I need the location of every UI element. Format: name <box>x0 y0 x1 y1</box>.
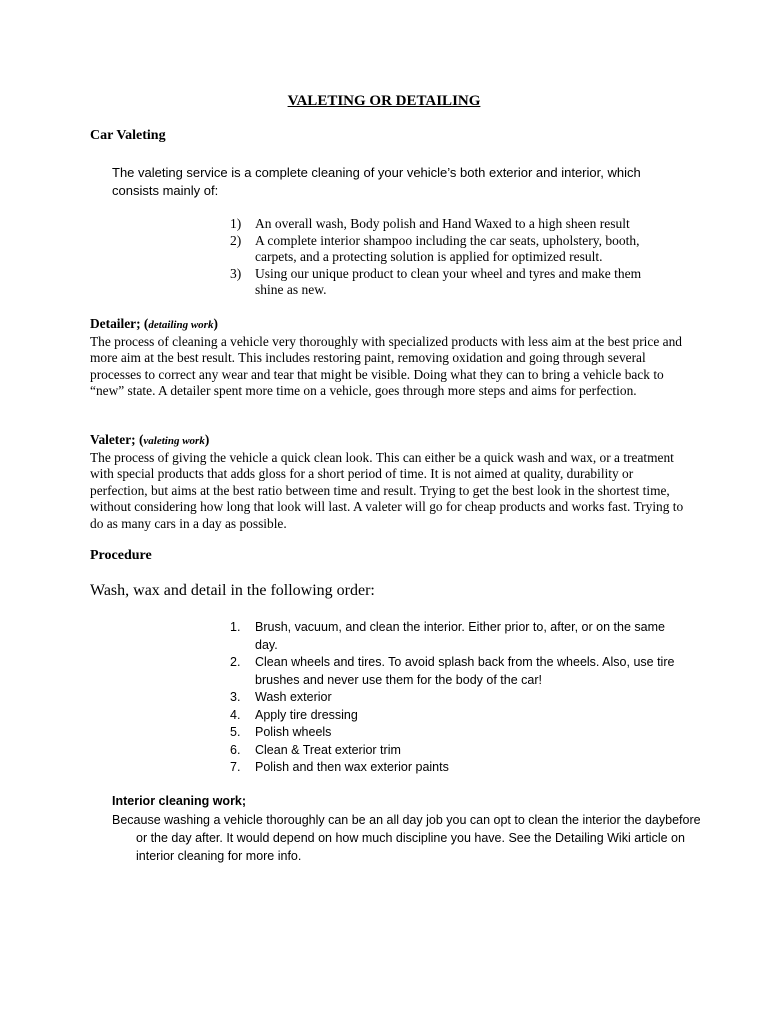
list-item-number: 1. <box>230 620 241 634</box>
valeter-section <box>90 432 690 532</box>
interior-cleaning-heading: Interior cleaning work; <box>112 794 247 808</box>
list-item-text: An overall wash, Body polish and Hand Waxed to a high sheen result <box>255 216 630 231</box>
detailer-heading-close: ) <box>213 316 218 331</box>
detailer-heading <box>90 316 690 334</box>
list-item <box>230 707 690 725</box>
detailer-heading-text: Detailer; ( <box>90 316 149 331</box>
list-item <box>230 233 660 266</box>
list-item-number: 2. <box>230 655 241 669</box>
list-item <box>230 759 690 777</box>
valeter-heading-italic: valeting work <box>143 435 205 447</box>
list-item-text: Using our unique product to clean your wheel and tyres and make them shine as new. <box>255 265 642 297</box>
interior-cleaning-body: Because washing a vehicle thoroughly can be an all day job you can opt to clean the interior the daybefore or the day after. It would depend on how much discipline you have. See the Detailing Wiki article on interior cleaning for more info. <box>112 813 701 863</box>
list-item <box>230 216 660 233</box>
car-valeting-intro: The valeting service is a complete cleaning of your vehicle’s both exterior and interior, which consists mainly of: <box>112 165 641 198</box>
detailer-body: The process of cleaning a vehicle very thoroughly with specialized products with less aim at the best price and more aim at the best result. This includes restoring paint, removing oxidation and going through several processes to correct any wear and tear that might be visible. Doing what they can to bring a vehicle back to “new” state. A detailer spent more time on a vehicle, goes through more steps and aims for perfection. <box>90 333 682 398</box>
list-item <box>230 266 660 299</box>
list-item-text: Polish wheels <box>255 725 332 739</box>
list-item-number: 3) <box>230 265 242 281</box>
list-item <box>230 689 690 707</box>
list-item-number: 1) <box>230 216 242 231</box>
valeter-heading-text: Valeter; ( <box>90 432 144 447</box>
valeter-heading-close: ) <box>204 432 210 447</box>
valeting-services-list <box>230 216 660 299</box>
list-item-number: 5. <box>230 725 241 739</box>
detailer-section <box>90 316 690 400</box>
list-item-text: Clean wheels and tires. To avoid splash back from the wheels. Also, use tire brushes and never use them for the body of the car! <box>255 655 675 687</box>
document-title: VALETING OR DETAILING <box>287 93 481 109</box>
list-item-number: 2) <box>230 232 242 248</box>
detailer-heading-italic: detailing work <box>148 319 214 331</box>
list-item-text: Polish and then wax exterior paints <box>255 760 449 774</box>
list-item <box>230 724 690 742</box>
list-item-text: A complete interior shampoo including the car seats, upholstery, booth, carpets, and a protecting solution is applied for optimized result. <box>255 232 640 264</box>
procedure-heading: Procedure <box>90 548 152 563</box>
list-item-number: 3. <box>230 690 241 704</box>
list-item <box>230 742 690 760</box>
valeter-body: The process of giving the vehicle a quick clean look. This can either be a quick wash and wax, or a treatment with special products that adds gloss for a short period of time. It is not aimed at quality, durability or perfection, but aims at the best ratio between time and result. Trying to get the best look in the shortest time, without considering how long that look will last. A valeter will go for cheap products and works fast. Trying to do as many cars in a day as possible. <box>90 449 684 531</box>
valeter-heading <box>90 432 690 450</box>
list-item-text: Apply tire dressing <box>255 707 358 722</box>
list-item-text: Brush, vacuum, and clean the interior. Either prior to, after, or on the same day. <box>255 620 665 652</box>
list-item-number: 7. <box>230 760 241 774</box>
list-item-number: 6. <box>230 742 241 757</box>
list-item <box>230 654 690 689</box>
list-item-text: Clean & Treat exterior trim <box>255 742 401 757</box>
list-item-text: Wash exterior <box>255 690 332 704</box>
procedure-steps-list <box>230 619 690 777</box>
list-item-number: 4. <box>230 707 241 722</box>
car-valeting-heading: Car Valeting <box>90 128 166 143</box>
list-item <box>230 619 690 654</box>
procedure-intro: Wash, wax and detail in the following order: <box>90 582 375 599</box>
